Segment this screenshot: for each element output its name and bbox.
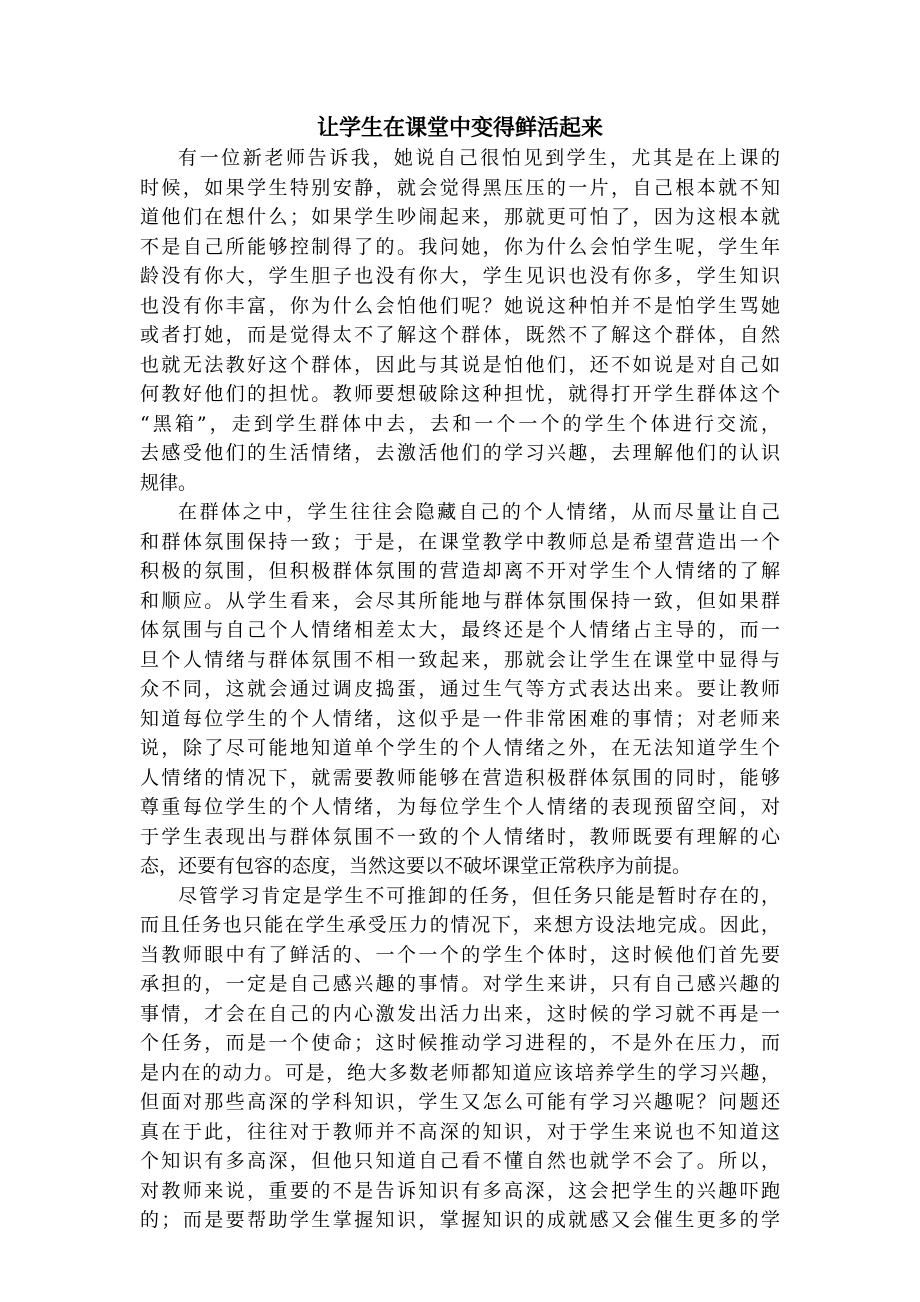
paragraph-3-line: 是内在的动力。可是，绝大多数老师都知道应该培养学生的学习兴趣， <box>140 1062 780 1084</box>
paragraph-3-line: 但面对那些高深的学科知识，学生又怎么可能有学习兴趣呢？问题还 <box>140 1091 780 1113</box>
paragraph-3-line: 承担的，一定是自己感兴趣的事情。对学生来讲，只有自己感兴趣的 <box>140 973 780 995</box>
paragraph-3-line: 事情，才会在自己的内心激发出活力出来，这时候的学习就不再是一 <box>140 1003 780 1025</box>
paragraph-2-line: 于学生表现出与群体氛围不一致的个人情绪时，教师既要有理解的心 <box>140 826 780 848</box>
paragraph-1-line: 规律。 <box>140 472 198 494</box>
paragraph-3-line: 个知识有多高深，但他只知道自己看不懂自然也就学不会了。所以， <box>140 1150 780 1172</box>
paragraph-2-line: 旦个人情绪与群体氛围不相一致起来，那就会让学生在课堂中显得与 <box>140 649 780 671</box>
paragraph-1-line: 去感受他们的生活情绪，去激活他们的学习兴趣，去理解他们的认识 <box>140 442 780 464</box>
paragraph-2-line: 积极的氛围，但积极群体氛围的营造却离不开对学生个人情绪的了解 <box>140 560 780 582</box>
paragraph-1-line: 道他们在想什么；如果学生吵闹起来，那就更可怕了，因为这根本就 <box>140 206 780 228</box>
paragraph-1-line: 也没有你丰富，你为什么会怕他们呢？她说这种怕并不是怕学生骂她 <box>140 295 780 317</box>
paragraph-2-line: 众不同，这就会通过调皮捣蛋，通过生气等方式表达出来。要让教师 <box>140 678 780 700</box>
paragraph-3-line: 个任务，而是一个使命；这时候推动学习进程的，不是外在压力，而 <box>140 1032 780 1054</box>
paragraph-2-line: 人情绪的情况下，就需要教师能够在营造积极群体氛围的同时，能够 <box>140 767 780 789</box>
paragraph-3-line: 对教师来说，重要的不是告诉知识有多高深，这会把学生的兴趣吓跑 <box>140 1180 780 1202</box>
paragraph-2-line: 在群体之中，学生往往会隐藏自己的个人情绪，从而尽量让自己 <box>178 501 780 523</box>
paragraph-3-line: 而且任务也只能在学生承受压力的情况下，来想方设法地完成。因此， <box>140 914 780 936</box>
paragraph-2-line: 说，除了尽可能地知道单个学生的个人情绪之外，在无法知道学生个 <box>140 737 780 759</box>
paragraph-1-line: 也就无法教好这个群体，因此与其说是怕他们，还不如说是对自己如 <box>140 354 780 376</box>
paragraph-1-line: 龄没有你大，学生胆子也没有你大，学生见识也没有你多，学生知识 <box>140 265 780 287</box>
paragraph-1-line: 何教好他们的担忧。教师要想破除这种担忧，就得打开学生群体这个 <box>140 383 780 405</box>
paragraph-2-line: 和群体氛围保持一致；于是，在课堂教学中教师总是希望营造出一个 <box>140 531 780 553</box>
paragraph-2-line: 知道每位学生的个人情绪，这似乎是一件非常困难的事情；对老师来 <box>140 708 780 730</box>
paragraph-1-line: 时候，如果学生特别安静，就会觉得黑压压的一片，自己根本就不知 <box>140 177 780 199</box>
paragraph-2-line: 体氛围与自己个人情绪相差太大，最终还是个人情绪占主导的，而一 <box>140 619 780 641</box>
paragraph-1-line: 不是自己所能够控制得了的。我问她，你为什么会怕学生呢，学生年 <box>140 236 780 258</box>
paragraph-3-line: 尽管学习肯定是学生不可推卸的任务，但任务只能是暂时存在的， <box>178 885 780 907</box>
paragraph-2-line: 和顺应。从学生看来，会尽其所能地与群体氛围保持一致，但如果群 <box>140 590 780 612</box>
paragraph-3-line: 当教师眼中有了鲜活的、一个一个的学生个体时，这时候他们首先要 <box>140 944 780 966</box>
paragraph-3-line: 真在于此，往往对于教师并不高深的知识，对于学生来说也不知道这 <box>140 1121 780 1143</box>
paragraph-2-line: 尊重每位学生的个人情绪，为每位学生个人情绪的表现预留空间，对 <box>140 796 780 818</box>
paragraph-1-line: 有一位新老师告诉我，她说自己很怕见到学生，尤其是在上课的 <box>178 147 780 169</box>
paragraph-2-line: 态，还要有包容的态度，当然这要以不破坏课堂正常秩序为前提。 <box>140 855 692 877</box>
paragraph-1-line: 或者打她，而是觉得太不了解这个群体，既然不了解这个群体，自然 <box>140 324 780 346</box>
paragraph-3-line: 的；而是要帮助学生掌握知识，掌握知识的成就感又会催生更多的学 <box>140 1209 780 1231</box>
document-title: 让学生在课堂中变得鲜活起来 <box>316 115 603 141</box>
paragraph-1-line: “黑箱”，走到学生群体中去，去和一个一个的学生个体进行交流， <box>140 413 780 435</box>
